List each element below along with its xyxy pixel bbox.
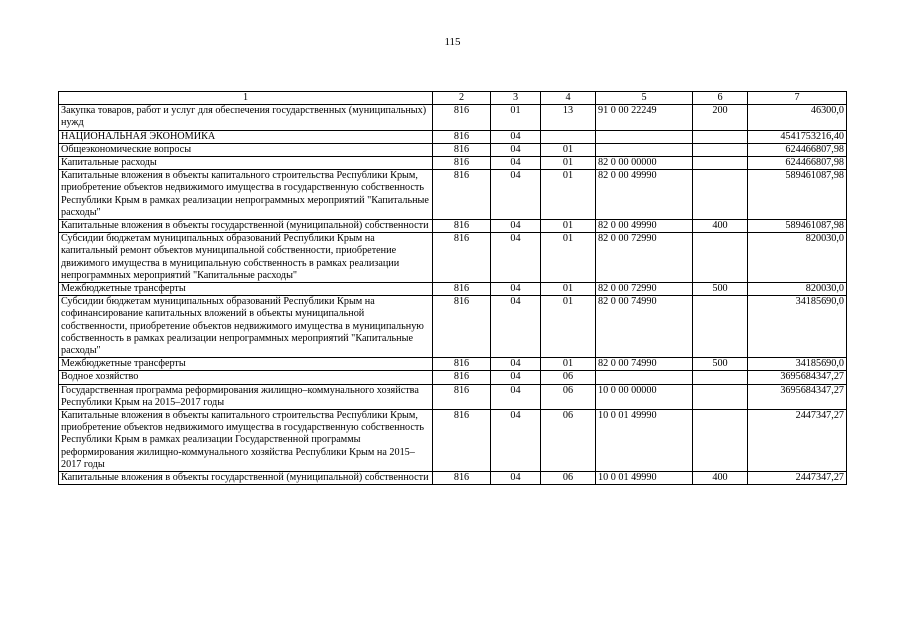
table-row	[59, 220, 847, 233]
item-name: Общеэкономические вопросы	[59, 143, 433, 156]
code-cell: 816	[433, 130, 491, 143]
amount-cell: 589461087,98	[748, 220, 847, 233]
section-cell: 04	[491, 296, 541, 358]
item-name: Государственная программа реформирования жилищно–коммунального хозяйства Республики Крым на 2015–2017 годы	[59, 384, 433, 409]
table-row	[59, 283, 847, 296]
budget-table	[58, 91, 847, 485]
expense-type-cell: 500	[693, 283, 748, 296]
item-name: Межбюджетные трансферты	[59, 283, 433, 296]
expense-type-cell	[693, 371, 748, 384]
section-cell: 04	[491, 130, 541, 143]
amount-cell: 624466807,98	[748, 157, 847, 170]
section-cell: 01	[491, 105, 541, 130]
subsection-cell: 06	[541, 410, 596, 472]
target-article-cell: 10 0 00 00000	[596, 384, 693, 409]
subsection-cell	[541, 130, 596, 143]
target-article-cell: 10 0 01 49990	[596, 410, 693, 472]
section-cell: 04	[491, 371, 541, 384]
table-row	[59, 358, 847, 371]
expense-type-cell	[693, 143, 748, 156]
target-article-cell: 82 0 00 74990	[596, 296, 693, 358]
target-article-cell: 91 0 00 22249	[596, 105, 693, 130]
target-article-cell: 82 0 00 49990	[596, 220, 693, 233]
table-row	[59, 410, 847, 472]
expense-type-cell: 400	[693, 472, 748, 485]
item-name: Капитальные расходы	[59, 157, 433, 170]
code-cell: 816	[433, 233, 491, 283]
header-cell: 5	[596, 92, 693, 105]
code-cell: 816	[433, 472, 491, 485]
header-cell: 3	[491, 92, 541, 105]
subsection-cell: 06	[541, 371, 596, 384]
section-cell: 04	[491, 143, 541, 156]
header-cell: 4	[541, 92, 596, 105]
item-name: НАЦИОНАЛЬНАЯ ЭКОНОМИКА	[59, 130, 433, 143]
target-article-cell: 82 0 00 00000	[596, 157, 693, 170]
amount-cell: 34185690,0	[748, 358, 847, 371]
code-cell: 816	[433, 157, 491, 170]
item-name: Капитальные вложения в объекты государственной (муниципальной) собственности	[59, 472, 433, 485]
expense-type-cell	[693, 130, 748, 143]
target-article-cell: 82 0 00 49990	[596, 170, 693, 220]
target-article-cell	[596, 130, 693, 143]
amount-cell: 820030,0	[748, 233, 847, 283]
table-row	[59, 170, 847, 220]
amount-cell: 4541753216,40	[748, 130, 847, 143]
code-cell: 816	[433, 384, 491, 409]
page-number: 115	[444, 36, 461, 48]
table-row	[59, 296, 847, 358]
table-row	[59, 130, 847, 143]
code-cell: 816	[433, 283, 491, 296]
expense-type-cell: 400	[693, 220, 748, 233]
code-cell: 816	[433, 371, 491, 384]
header-cell: 2	[433, 92, 491, 105]
code-cell: 816	[433, 358, 491, 371]
target-article-cell: 10 0 01 49990	[596, 472, 693, 485]
header-cell: 1	[59, 92, 433, 105]
item-name: Субсидии бюджетам муниципальных образований Республики Крым на софинансирование капитальных вложений в объекты муниципальной собственности, приобретение объектов недвижимого имущества в муниципальную собственность в рамках реализации непрограммных мероприятий "Капитальные расходы"	[59, 296, 433, 358]
expense-type-cell	[693, 410, 748, 472]
subsection-cell: 13	[541, 105, 596, 130]
table-row	[59, 157, 847, 170]
section-cell: 04	[491, 472, 541, 485]
subsection-cell: 01	[541, 143, 596, 156]
expense-type-cell: 200	[693, 105, 748, 130]
item-name: Водное хозяйство	[59, 371, 433, 384]
amount-cell: 34185690,0	[748, 296, 847, 358]
subsection-cell: 01	[541, 220, 596, 233]
subsection-cell: 01	[541, 157, 596, 170]
header-cell: 6	[693, 92, 748, 105]
amount-cell: 2447347,27	[748, 410, 847, 472]
table-row	[59, 472, 847, 485]
amount-cell: 624466807,98	[748, 143, 847, 156]
section-cell: 04	[491, 220, 541, 233]
expense-type-cell: 500	[693, 358, 748, 371]
amount-cell: 2447347,27	[748, 472, 847, 485]
code-cell: 816	[433, 220, 491, 233]
code-cell: 816	[433, 410, 491, 472]
expense-type-cell	[693, 233, 748, 283]
table-row	[59, 105, 847, 130]
item-name: Межбюджетные трансферты	[59, 358, 433, 371]
target-article-cell: 82 0 00 72990	[596, 233, 693, 283]
item-name: Закупка товаров, работ и услуг для обеспечения государственных (муниципальных) нужд	[59, 105, 433, 130]
target-article-cell	[596, 143, 693, 156]
code-cell: 816	[433, 105, 491, 130]
section-cell: 04	[491, 384, 541, 409]
code-cell: 816	[433, 170, 491, 220]
section-cell: 04	[491, 233, 541, 283]
amount-cell: 820030,0	[748, 283, 847, 296]
subsection-cell: 01	[541, 233, 596, 283]
amount-cell: 46300,0	[748, 105, 847, 130]
target-article-cell: 82 0 00 72990	[596, 283, 693, 296]
expense-type-cell	[693, 384, 748, 409]
table-row	[59, 233, 847, 283]
subsection-cell: 06	[541, 384, 596, 409]
table-row	[59, 384, 847, 409]
target-article-cell	[596, 371, 693, 384]
header-row	[59, 92, 847, 105]
header-cell: 7	[748, 92, 847, 105]
subsection-cell: 01	[541, 170, 596, 220]
target-article-cell: 82 0 00 74990	[596, 358, 693, 371]
section-cell: 04	[491, 358, 541, 371]
subsection-cell: 01	[541, 283, 596, 296]
code-cell: 816	[433, 296, 491, 358]
expense-type-cell	[693, 296, 748, 358]
amount-cell: 589461087,98	[748, 170, 847, 220]
section-cell: 04	[491, 283, 541, 296]
section-cell: 04	[491, 410, 541, 472]
section-cell: 04	[491, 170, 541, 220]
subsection-cell: 01	[541, 358, 596, 371]
subsection-cell: 01	[541, 296, 596, 358]
amount-cell: 3695684347,27	[748, 371, 847, 384]
expense-type-cell	[693, 157, 748, 170]
code-cell: 816	[433, 143, 491, 156]
item-name: Капитальные вложения в объекты государственной (муниципальной) собственности	[59, 220, 433, 233]
table-row	[59, 143, 847, 156]
section-cell: 04	[491, 157, 541, 170]
amount-cell: 3695684347,27	[748, 384, 847, 409]
expense-type-cell	[693, 170, 748, 220]
item-name: Капитальные вложения в объекты капитального строительства Республики Крым, приобретение объектов недвижимого имущества в государственную собственность Республики Крым в рамках реализации Государственной программы реформирования жилищно-коммунального хозяйства Республики Крым на 2015–2017 годы	[59, 410, 433, 472]
subsection-cell: 06	[541, 472, 596, 485]
table-row	[59, 371, 847, 384]
item-name: Субсидии бюджетам муниципальных образований Республики Крым на капитальный ремонт объектов муниципальной собственности, приобретение движимого имущества в муниципальную собственность в рамках реализации непрограммных мероприятий "Капитальные расходы"	[59, 233, 433, 283]
item-name: Капитальные вложения в объекты капитального строительства Республики Крым, приобретение объектов недвижимого имущества в государственную собственность Республики Крым в рамках реализации непрограммных мероприятий "Капитальные расходы"	[59, 170, 433, 220]
